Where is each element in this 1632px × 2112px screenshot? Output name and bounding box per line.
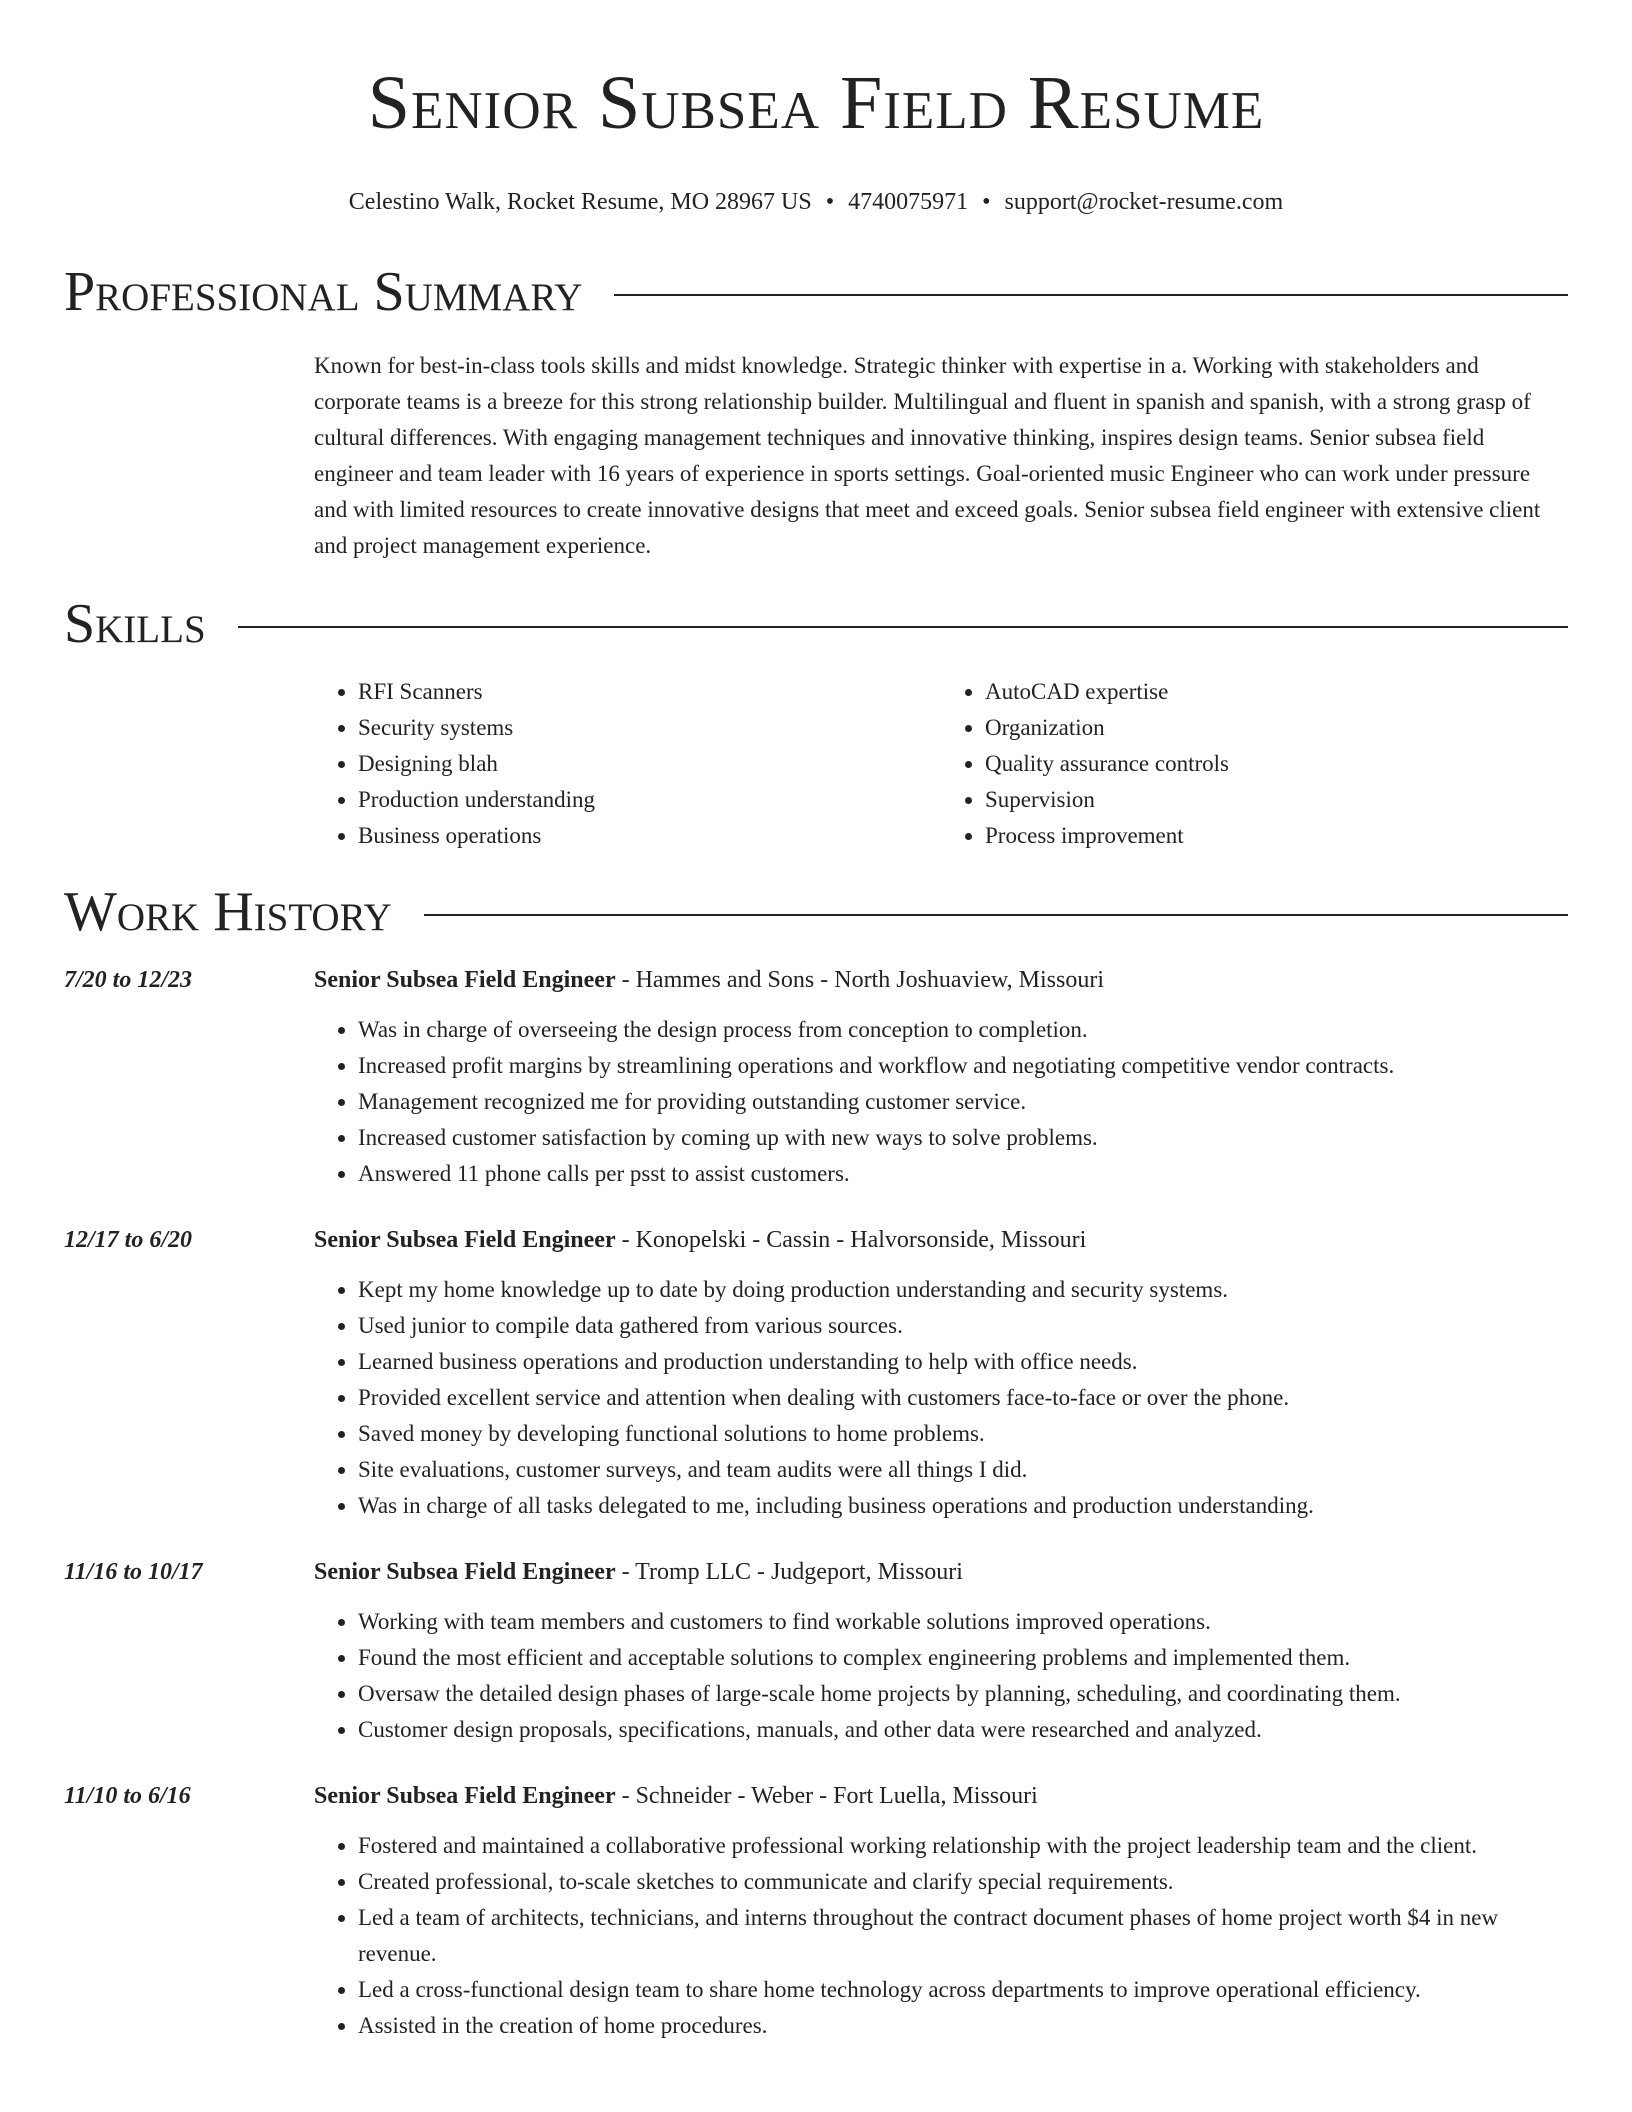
work-detail	[314, 1222, 1568, 1524]
work-bullet: • Assisted in the creation of home procedures.	[358, 2008, 1568, 2044]
work-bullet: • Increased customer satisfaction by coming up with new ways to solve problems.	[358, 1120, 1568, 1156]
work-heading-line	[314, 1778, 1568, 1814]
work-dates: 11/10 to 6/16	[64, 1783, 191, 1809]
employer-location: - Hammes and Sons - North Joshuaview, Missouri	[615, 967, 1104, 993]
work-bullet: • Found the most efficient and acceptable solutions to complex engineering problems and implemented them.	[358, 1640, 1568, 1676]
summary-section-header	[64, 260, 1568, 324]
section-divider	[614, 294, 1568, 296]
work-entry	[64, 1222, 1568, 1524]
work-bullet: • Learned business operations and production understanding to help with office needs.	[358, 1344, 1568, 1380]
work-bullet: • Provided excellent service and attention when dealing with customers face-to-face or over the phone.	[358, 1380, 1568, 1416]
resume-title: Senior Subsea Field Resume	[367, 61, 1265, 145]
contact-address: Celestino Walk, Rocket Resume, MO 28967 US	[348, 189, 812, 215]
work-bullets	[314, 1828, 1568, 2044]
work-bullet: • Led a team of architects, technicians, and interns throughout the contract document phases of home project worth $4 in new revenue.	[358, 1900, 1568, 1972]
job-title: Senior Subsea Field Engineer	[314, 1783, 616, 1809]
work-bullet: • Fostered and maintained a collaborative professional working relationship with the project leadership team and the client.	[358, 1828, 1568, 1864]
job-title: Senior Subsea Field Engineer	[314, 1559, 616, 1585]
contact-separator: •	[825, 189, 835, 215]
work-entry	[64, 962, 1568, 1192]
work-dates: 7/20 to 12/23	[64, 967, 193, 993]
skill-item: • Security systems	[358, 710, 941, 746]
work-bullet: • Created professional, to-scale sketches to communicate and clarify special requirements.	[358, 1864, 1568, 1900]
employer-location: - Konopelski - Cassin - Halvorsonside, Missouri	[615, 1227, 1087, 1253]
work-bullet: • Kept my home knowledge up to date by doing production understanding and security systems.	[358, 1272, 1568, 1308]
contact-separator: •	[982, 189, 991, 215]
skills-list	[314, 674, 1568, 854]
skill-item: • RFI Scanners	[358, 674, 941, 710]
skills-section-header	[64, 592, 1568, 656]
contact-email: support@rocket-resume.com	[1004, 189, 1284, 215]
work-bullet: • Used junior to compile data gathered from various sources.	[358, 1308, 1568, 1344]
work-bullet: • Management recognized me for providing outstanding customer service.	[358, 1084, 1568, 1120]
section-divider	[424, 914, 1568, 916]
work-section-header	[64, 880, 1568, 944]
work-bullet: • Led a cross-functional design team to share home technology across departments to improve operational efficiency.	[358, 1972, 1568, 2008]
work-bullets	[314, 1272, 1568, 1524]
summary-heading: Professional Summary	[64, 261, 583, 323]
work-bullet: • Increased profit margins by streamlining operations and workflow and negotiating competitive vendor contracts.	[358, 1048, 1568, 1084]
skill-item: • Supervision	[985, 782, 1568, 818]
skills-heading: Skills	[64, 593, 206, 655]
work-bullet: • Answered 11 phone calls per psst to assist customers.	[358, 1156, 1568, 1192]
work-entry	[64, 1554, 1568, 1748]
section-divider	[238, 626, 1568, 628]
work-detail	[314, 962, 1568, 1192]
work-bullet: • Was in charge of all tasks delegated to me, including business operations and production understanding.	[358, 1488, 1568, 1524]
work-detail	[314, 1554, 1568, 1748]
work-heading-line	[314, 1554, 1568, 1590]
skill-item: • Business operations	[358, 818, 941, 854]
skills-column-right	[941, 674, 1568, 854]
skill-item: • Process improvement	[985, 818, 1568, 854]
work-dates: 11/16 to 10/17	[64, 1559, 203, 1585]
work-entry	[64, 1778, 1568, 2044]
employer-location: - Schneider - Weber - Fort Luella, Missouri	[615, 1783, 1038, 1809]
work-bullet: • Working with team members and customers to find workable solutions improved operations.	[358, 1604, 1568, 1640]
work-dates: 12/17 to 6/20	[64, 1227, 193, 1253]
work-bullet: • Site evaluations, customer surveys, and team audits were all things I did.	[358, 1452, 1568, 1488]
work-bullets	[314, 1012, 1568, 1192]
skill-item: • Organization	[985, 710, 1568, 746]
skills-column-left	[314, 674, 941, 854]
work-bullet: • Was in charge of overseeing the design process from conception to completion.	[358, 1012, 1568, 1048]
work-bullet: • Oversaw the detailed design phases of large-scale home projects by planning, scheduling, and coordinating them.	[358, 1676, 1568, 1712]
employer-location: - Tromp LLC - Judgeport, Missouri	[615, 1559, 963, 1585]
work-heading-line	[314, 962, 1568, 998]
work-bullets	[314, 1604, 1568, 1748]
work-bullet: • Saved money by developing functional solutions to home problems.	[358, 1416, 1568, 1452]
contact-phone: 4740075971	[848, 189, 969, 215]
job-title: Senior Subsea Field Engineer	[314, 967, 616, 993]
work-heading-line	[314, 1222, 1568, 1258]
skill-item: • Quality assurance controls	[985, 746, 1568, 782]
skill-item: • Designing blah	[358, 746, 941, 782]
skill-item: • Production understanding	[358, 782, 941, 818]
skill-item: • AutoCAD expertise	[985, 674, 1568, 710]
work-bullet: • Customer design proposals, specifications, manuals, and other data were researched and analyzed.	[358, 1712, 1568, 1748]
contact-line	[64, 186, 1568, 218]
job-title: Senior Subsea Field Engineer	[314, 1227, 616, 1253]
summary-text: Known for best-in-class tools skills and midst knowledge. Strategic thinker with expertise in a. Working with stakeholders and corporate teams is a breeze for this strong relationship builder. Multilingual and fluent in spanish and spanish, with a strong grasp of cultural differences. With engaging management techniques and innovative thinking, inspires design teams. Senior subsea field engineer and team leader with 16 years of experience in sports settings. Goal-oriented music Engineer who can work under pressure and with limited resources to create innovative designs that meet and exceed goals. Senior subsea field engineer with extensive client and project management experience.	[314, 353, 1541, 558]
work-detail	[314, 1778, 1568, 2044]
work-heading: Work History	[64, 881, 392, 943]
